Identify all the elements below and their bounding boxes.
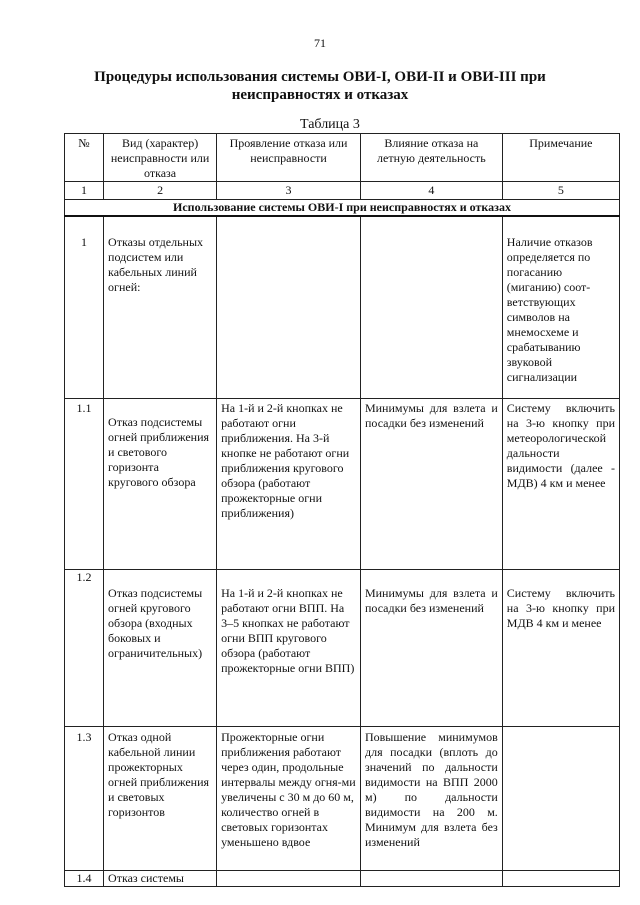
row-manifestation: На 1-й и 2-й кнопках не работают огни ВПП. На 3–5 кнопках не работают огни ВПП кругового обзора (работают прожекторные огни ВПП) bbox=[217, 570, 361, 727]
row-kind: Отказ подсистемы огней кругового обзора (входных боковых и ограничительных) bbox=[104, 570, 217, 727]
row-manifestation bbox=[217, 216, 361, 399]
row-manifestation bbox=[217, 871, 361, 887]
header-impact: Влияние отказа на летную деятельность bbox=[360, 134, 502, 182]
page-title: Процедуры использования системы ОВИ-I, ОВИ-II и ОВИ-III при неисправностях и отказах bbox=[94, 69, 546, 103]
section-row bbox=[65, 200, 620, 217]
table-row bbox=[65, 727, 620, 871]
row-impact: Минимумы для взлета и посадки без изменений bbox=[360, 570, 502, 727]
row-kind: Отказы отдельных подсистем или кабельных линий огней: bbox=[104, 216, 217, 399]
row-number: 1.2 bbox=[65, 570, 104, 727]
row-number: 1.4 bbox=[65, 871, 104, 887]
row-kind: Отказ одной кабельной линии прожекторных огней приближения и световых горизонтов bbox=[104, 727, 217, 871]
row-note bbox=[502, 871, 619, 887]
row-impact bbox=[360, 216, 502, 399]
column-number-row bbox=[65, 182, 620, 200]
row-impact: Минимумы для взлета и посадки без изменений bbox=[360, 399, 502, 570]
row-note: Наличие отказов определяется по погасанию (миганию) соот-ветствующих символов на мнемосхеме и срабатыванию звуковой сигнализации bbox=[502, 216, 619, 399]
table-caption: Таблица 3 bbox=[300, 117, 360, 132]
row-kind: Отказ системы bbox=[104, 871, 217, 887]
header-num: № bbox=[65, 134, 104, 182]
table-row bbox=[65, 216, 620, 399]
header-row bbox=[65, 134, 620, 182]
row-note bbox=[502, 727, 619, 871]
column-number: 3 bbox=[217, 182, 361, 200]
row-note: Систему включить на 3-ю кнопку при метеорологической дальности видимости (далее - МДВ) 4 км и менее bbox=[502, 399, 619, 570]
column-number: 4 bbox=[360, 182, 502, 200]
procedures-table bbox=[64, 133, 620, 887]
column-number: 1 bbox=[65, 182, 104, 200]
row-number: 1.3 bbox=[65, 727, 104, 871]
table-row bbox=[65, 871, 620, 887]
row-note: Систему включить на 3-ю кнопку при МДВ 4 км и менее bbox=[502, 570, 619, 727]
row-manifestation: Прожекторные огни приближения работают через один, продольные интервалы между огня-ми увеличены с 30 м до 60 м, количество огней в световых горизонтах уменьшено вдвое bbox=[217, 727, 361, 871]
header-kind: Вид (характер) неисправности или отказа bbox=[104, 134, 217, 182]
header-note: Примечание bbox=[502, 134, 619, 182]
row-impact: Повышение минимумов для посадки (вплоть до значений по дальности видимости на ВПП 2000 м) по дальности видимости на 200 м. Минимум для взлета без изменений bbox=[360, 727, 502, 871]
row-kind: Отказ подсистемы огней приближения и светового горизонта кругового обзора bbox=[104, 399, 217, 570]
table-row bbox=[65, 570, 620, 727]
row-impact bbox=[360, 871, 502, 887]
table-row bbox=[65, 399, 620, 570]
row-manifestation: На 1-й и 2-й кнопках не работают огни приближения. На 3-й кнопке не работают огни приближения кругового обзора (работают прожекторные огни приближения) bbox=[217, 399, 361, 570]
column-number: 5 bbox=[502, 182, 619, 200]
column-number: 2 bbox=[104, 182, 217, 200]
section-title: Использование системы ОВИ-I при неисправностях и отказах bbox=[65, 200, 620, 217]
row-number: 1.1 bbox=[65, 399, 104, 570]
row-number: 1 bbox=[65, 216, 104, 399]
page-number: 71 bbox=[314, 36, 326, 50]
header-manifestation: Проявление отказа или неисправности bbox=[217, 134, 361, 182]
